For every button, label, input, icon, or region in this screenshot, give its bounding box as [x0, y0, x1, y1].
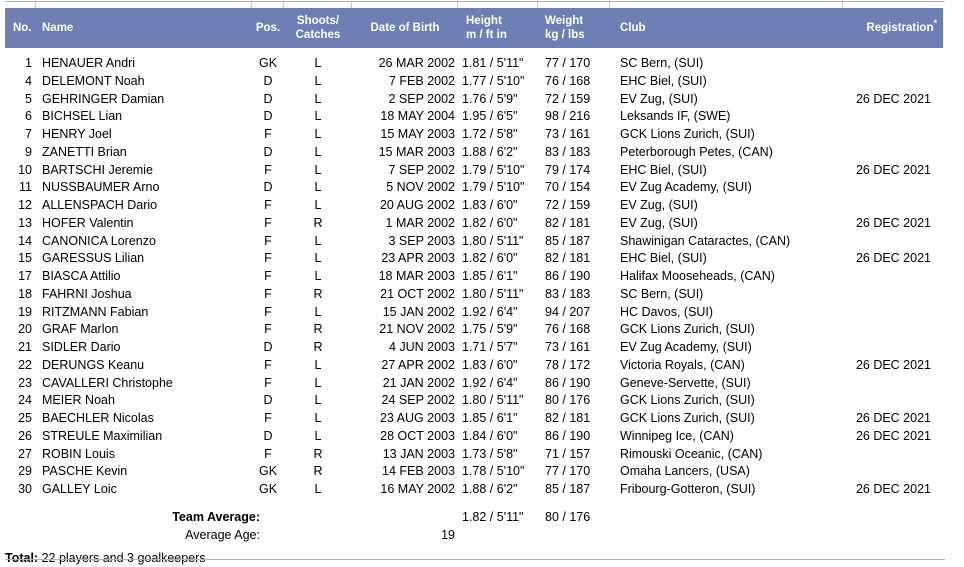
player-number: 11 — [19, 180, 32, 195]
player-position: F — [264, 269, 272, 283]
player-weight: 83 / 183 — [545, 286, 591, 301]
player-number: 19 — [18, 304, 32, 319]
player-shoots: L — [314, 411, 322, 425]
player-shoots: L — [314, 144, 322, 159]
player-height: 1.79 / 5'10" — [462, 162, 525, 177]
player-position: F — [264, 215, 272, 230]
player-registration — [843, 73, 943, 91]
table-row — [5, 250, 943, 268]
player-club: EHC Biel, (SUI) — [620, 162, 707, 177]
player-club: EV Zug, (SUI) — [620, 215, 698, 230]
table-row — [5, 73, 943, 91]
player-position: F — [264, 198, 272, 212]
player-registration — [843, 321, 943, 339]
player-height: 1.80 / 5'11" — [462, 393, 524, 408]
header-no: No. — [13, 22, 32, 34]
player-number: 1 — [25, 56, 32, 70]
player-registration — [843, 339, 943, 357]
player-position: F — [264, 446, 272, 461]
player-number: 24 — [18, 393, 32, 408]
table-row — [5, 446, 943, 464]
player-date-of-birth: 20 AUG 2002 — [379, 198, 455, 212]
player-position: F — [264, 286, 272, 301]
player-name: BAECHLER Nicolas — [42, 411, 154, 425]
player-date-of-birth: 3 SEP 2003 — [388, 233, 455, 248]
player-shoots: R — [313, 215, 323, 230]
player-weight: 80 / 176 — [545, 393, 591, 408]
player-weight: 83 / 183 — [545, 144, 591, 159]
player-number: 27 — [18, 446, 32, 461]
player-registration: 26 DEC 2021 — [855, 91, 931, 106]
player-shoots: R — [313, 322, 323, 337]
player-number: 10 — [18, 162, 32, 177]
player-date-of-birth: 24 SEP 2002 — [381, 393, 455, 408]
header-date-of-birth: Date of Birth — [370, 22, 440, 34]
player-club: Geneve-Servette, (SUI) — [620, 375, 751, 390]
player-height: 1.81 / 5'11" — [462, 56, 524, 70]
table-row — [5, 162, 943, 180]
player-height: 1.77 / 5'10" — [462, 73, 525, 88]
player-weight: 77 / 170 — [545, 56, 591, 70]
table-row — [5, 179, 943, 197]
player-weight: 82 / 181 — [545, 411, 591, 425]
player-height: 1.80 / 5'11" — [462, 233, 524, 248]
player-weight: 82 / 181 — [545, 215, 591, 230]
player-shoots: L — [314, 56, 322, 70]
player-position: F — [264, 322, 272, 337]
player-name: MEIER Noah — [42, 393, 115, 408]
player-registration: 26 DEC 2021 — [855, 482, 931, 496]
player-name: DELEMONT Noah — [42, 73, 145, 88]
player-shoots: L — [314, 393, 322, 408]
player-shoots: L — [314, 233, 322, 248]
table-row — [5, 392, 943, 410]
total-label: Total: — [5, 551, 39, 566]
bottom-rule — [5, 559, 945, 560]
player-name: ZANETTI Brian — [42, 144, 127, 159]
player-club: Leksands IF, (SWE) — [620, 109, 731, 124]
player-name: HENRY Joel — [42, 127, 112, 141]
player-club: GCK Lions Zurich, (SUI) — [620, 411, 755, 425]
header-club: Club — [620, 22, 646, 34]
player-club: HC Davos, (SUI) — [620, 304, 714, 319]
player-height: 1.72 / 5'8" — [462, 127, 518, 141]
player-height: 1.78 / 5'10" — [462, 464, 525, 479]
player-registration: 26 DEC 2021 — [855, 411, 931, 425]
player-date-of-birth: 2 SEP 2002 — [388, 91, 455, 106]
table-row — [5, 286, 943, 304]
team-average-label: Team Average: — [172, 509, 260, 524]
player-weight: 72 / 159 — [545, 91, 591, 106]
player-shoots: L — [314, 482, 322, 496]
player-position: GK — [258, 482, 278, 496]
player-shoots: L — [314, 428, 322, 443]
player-number: 12 — [18, 198, 32, 212]
player-club: GCK Lions Zurich, (SUI) — [620, 393, 755, 408]
table-row — [5, 144, 943, 162]
player-date-of-birth: 15 MAY 2003 — [380, 127, 455, 141]
player-club: SC Bern, (SUI) — [620, 286, 704, 301]
table-row — [5, 197, 943, 215]
player-date-of-birth: 23 APR 2003 — [381, 251, 455, 266]
player-height: 1.88 / 6'2" — [462, 144, 518, 159]
player-number: 30 — [18, 482, 32, 496]
player-height: 1.73 / 5'8" — [462, 446, 518, 461]
player-name: ROBIN Louis — [42, 446, 115, 461]
table-row — [5, 91, 943, 109]
player-registration — [843, 304, 943, 322]
player-date-of-birth: 16 MAY 2002 — [380, 482, 455, 496]
player-weight: 76 / 168 — [545, 322, 591, 337]
player-position: D — [263, 91, 273, 106]
player-shoots: L — [314, 269, 322, 283]
total-text: 22 players and 3 goalkeepers — [38, 551, 206, 566]
player-number: 26 — [18, 428, 32, 443]
player-club: Peterborough Petes, (CAN) — [620, 144, 773, 159]
player-registration — [843, 197, 943, 215]
table-row — [5, 321, 943, 339]
player-shoots: R — [313, 446, 323, 461]
player-club: EV Zug, (SUI) — [620, 91, 698, 106]
player-weight: 82 / 181 — [545, 251, 591, 266]
table-row — [5, 304, 943, 322]
player-registration — [843, 126, 943, 144]
player-date-of-birth: 18 MAY 2004 — [380, 109, 455, 124]
player-club: Omaha Lancers, (USA) — [620, 464, 750, 479]
player-shoots: L — [314, 357, 322, 372]
player-club: EHC Biel, (SUI) — [620, 73, 707, 88]
player-shoots: R — [313, 464, 323, 479]
average-age-row — [5, 527, 943, 545]
player-position: D — [263, 144, 273, 159]
player-shoots: L — [314, 127, 322, 141]
average-age-value: 19 — [441, 527, 455, 542]
table-row — [5, 233, 943, 251]
player-date-of-birth: 7 SEP 2002 — [388, 162, 455, 177]
player-height: 1.85 / 6'1" — [462, 411, 518, 425]
player-name: CANONICA Lorenzo — [42, 233, 156, 248]
table-row — [5, 428, 943, 446]
player-position: F — [264, 251, 272, 266]
player-date-of-birth: 27 APR 2002 — [381, 357, 455, 372]
player-number: 21 — [18, 340, 32, 354]
player-height: 1.84 / 6'0" — [462, 428, 518, 443]
player-date-of-birth: 15 MAR 2003 — [378, 144, 455, 159]
player-height: 1.79 / 5'10" — [462, 180, 525, 195]
player-name: SIDLER Dario — [42, 340, 121, 354]
player-height: 1.83 / 6'0" — [462, 357, 518, 372]
header-height: Height m / ft in — [466, 15, 507, 41]
player-date-of-birth: 1 MAR 2002 — [385, 215, 455, 230]
player-registration — [843, 179, 943, 197]
player-height: 1.76 / 5'9" — [462, 91, 518, 106]
player-weight: 85 / 187 — [545, 482, 591, 496]
player-shoots: L — [314, 91, 322, 106]
player-date-of-birth: 18 MAR 2003 — [378, 269, 455, 283]
player-club: Shawinigan Cataractes, (CAN) — [620, 233, 791, 248]
table-row — [5, 215, 943, 233]
player-height: 1.85 / 6'1" — [462, 269, 518, 283]
player-shoots: L — [314, 162, 322, 177]
player-number: 14 — [18, 233, 32, 248]
table-header — [5, 8, 943, 48]
player-date-of-birth: 4 JUN 2003 — [388, 340, 455, 354]
player-position: F — [264, 233, 272, 248]
player-weight: 72 / 159 — [545, 198, 591, 212]
player-registration — [843, 286, 943, 304]
player-registration — [843, 375, 943, 393]
player-position: F — [264, 375, 272, 390]
player-date-of-birth: 26 MAR 2002 — [378, 56, 455, 70]
table-row — [5, 481, 943, 499]
player-date-of-birth: 13 JAN 2003 — [382, 446, 455, 461]
average-age-label: Average Age: — [185, 527, 260, 542]
header-registration: Registration* — [866, 18, 937, 34]
player-height: 1.71 / 5'7" — [462, 340, 518, 354]
registration-footnote-marker: * — [933, 18, 937, 29]
team-average-height: 1.82 / 5'11" — [462, 509, 524, 524]
player-club: GCK Lions Zurich, (SUI) — [620, 127, 755, 141]
player-weight: 77 / 170 — [545, 464, 591, 479]
header-pos: Pos. — [255, 22, 281, 34]
player-registration — [843, 268, 943, 286]
player-date-of-birth: 7 FEB 2002 — [388, 73, 455, 88]
player-weight: 94 / 207 — [545, 304, 591, 319]
player-position: D — [263, 109, 273, 124]
player-registration: 26 DEC 2021 — [855, 428, 931, 443]
player-weight: 98 / 216 — [545, 109, 591, 124]
player-club: EV Zug Academy, (SUI) — [620, 340, 752, 354]
player-date-of-birth: 23 AUG 2003 — [379, 411, 455, 425]
player-number: 7 — [25, 127, 32, 141]
player-number: 23 — [18, 375, 32, 390]
player-shoots: L — [314, 180, 322, 195]
player-date-of-birth: 14 FEB 2003 — [382, 464, 455, 479]
player-club: Victoria Royals, (CAN) — [620, 357, 745, 372]
player-height: 1.80 / 5'11" — [462, 286, 524, 301]
player-position: F — [264, 411, 272, 425]
player-name: HOFER Valentin — [42, 215, 134, 230]
player-name: GRAF Marlon — [42, 322, 119, 337]
player-weight: 85 / 187 — [545, 233, 591, 248]
table-row — [5, 357, 943, 375]
player-name: GALLEY Loic — [42, 482, 117, 496]
player-position: F — [264, 162, 272, 177]
player-date-of-birth: 15 JAN 2002 — [382, 304, 455, 319]
player-club: Halifax Mooseheads, (CAN) — [620, 269, 775, 283]
player-position: F — [264, 357, 272, 372]
player-weight: 76 / 168 — [545, 73, 591, 88]
player-name: BARTSCHI Jeremie — [42, 162, 153, 177]
player-number: 29 — [18, 464, 32, 479]
player-weight: 79 / 174 — [545, 162, 591, 177]
player-weight: 73 / 161 — [545, 127, 591, 141]
player-club: EHC Biel, (SUI) — [620, 251, 707, 266]
player-name: ALLENSPACH Dario — [42, 198, 158, 212]
player-weight: 73 / 161 — [545, 340, 591, 354]
player-name: HENAUER Andri — [42, 56, 136, 70]
player-registration: 26 DEC 2021 — [855, 251, 931, 266]
player-position: GK — [258, 464, 278, 479]
player-number: 20 — [18, 322, 32, 337]
player-club: Rimouski Oceanic, (CAN) — [620, 446, 763, 461]
player-registration — [843, 144, 943, 162]
header-name: Name — [42, 22, 74, 34]
player-number: 22 — [18, 357, 32, 372]
table-row — [5, 55, 943, 73]
player-shoots: R — [313, 286, 323, 301]
player-name: RITZMANN Fabian — [42, 304, 149, 319]
team-average-weight: 80 / 176 — [545, 509, 591, 524]
player-club: Fribourg-Gotteron, (SUI) — [620, 482, 756, 496]
table-body — [5, 48, 964, 499]
player-name: NUSSBAUMER Arno — [42, 180, 160, 195]
player-position: D — [263, 393, 273, 408]
player-registration — [843, 55, 943, 73]
header-shoots-catches: Shoots/ Catches — [295, 15, 341, 41]
table-row — [5, 108, 943, 126]
player-club: GCK Lions Zurich, (SUI) — [620, 322, 755, 337]
player-club: EV Zug Academy, (SUI) — [620, 180, 752, 195]
player-registration — [843, 233, 943, 251]
player-name: DERUNGS Keanu — [42, 357, 145, 372]
player-registration: 26 DEC 2021 — [855, 215, 931, 230]
player-height: 1.82 / 6'0" — [462, 215, 518, 230]
player-position: D — [263, 180, 273, 195]
player-name: GEHRINGER Damian — [42, 91, 165, 106]
player-registration: 26 DEC 2021 — [855, 162, 931, 177]
player-height: 1.82 / 6'0" — [462, 251, 518, 266]
player-registration — [843, 463, 943, 481]
player-date-of-birth: 21 OCT 2002 — [380, 286, 455, 301]
summary-section — [5, 509, 964, 545]
player-weight: 71 / 157 — [545, 446, 591, 461]
player-number: 25 — [18, 411, 32, 425]
player-date-of-birth: 5 NOV 2002 — [386, 180, 455, 195]
player-registration: 26 DEC 2021 — [855, 357, 931, 372]
player-shoots: L — [314, 109, 322, 124]
player-shoots: R — [313, 340, 323, 354]
table-row — [5, 268, 943, 286]
player-position: D — [263, 73, 273, 88]
table-row — [5, 339, 943, 357]
player-number: 15 — [18, 251, 32, 266]
player-registration — [843, 392, 943, 410]
player-name: FAHRNI Joshua — [42, 286, 132, 301]
table-row — [5, 126, 943, 144]
player-number: 9 — [25, 144, 32, 159]
player-position: F — [264, 304, 272, 319]
player-date-of-birth: 28 OCT 2003 — [380, 428, 455, 443]
player-club: SC Bern, (SUI) — [620, 56, 704, 70]
player-position: D — [263, 340, 273, 354]
player-weight: 86 / 190 — [545, 269, 591, 283]
player-name: PASCHE Kevin — [42, 464, 128, 479]
team-average-row — [5, 509, 943, 527]
player-registration — [843, 108, 943, 126]
player-height: 1.95 / 6'5" — [462, 109, 518, 124]
player-shoots: L — [314, 304, 322, 319]
player-date-of-birth: 21 JAN 2002 — [382, 375, 455, 390]
player-name: BIASCA Attilio — [42, 269, 121, 283]
player-weight: 70 / 154 — [545, 180, 591, 195]
player-number: 18 — [18, 286, 32, 301]
player-height: 1.83 / 6'0" — [462, 198, 518, 212]
player-club: Winnipeg Ice, (CAN) — [620, 428, 734, 443]
player-weight: 86 / 190 — [545, 428, 591, 443]
player-weight: 86 / 190 — [545, 375, 591, 390]
player-position: GK — [258, 56, 278, 70]
player-name: STREULE Maximilian — [42, 428, 163, 443]
player-position: D — [263, 428, 273, 443]
player-number: 5 — [25, 91, 32, 106]
player-date-of-birth: 21 NOV 2002 — [379, 322, 455, 337]
player-position: F — [264, 127, 272, 141]
player-shoots: L — [314, 375, 322, 390]
player-shoots: L — [314, 198, 322, 212]
table-row — [5, 410, 943, 428]
header-weight: Weight kg / lbs — [545, 15, 585, 41]
player-club: EV Zug, (SUI) — [620, 198, 698, 212]
player-number: 6 — [25, 109, 32, 124]
table-row — [5, 463, 943, 481]
player-name: BICHSEL Lian — [42, 109, 123, 124]
player-height: 1.88 / 6'2" — [462, 482, 518, 496]
table-row — [5, 375, 943, 393]
player-height: 1.92 / 6'4" — [462, 375, 518, 390]
player-number: 13 — [18, 215, 32, 230]
player-name: GARESSUS Lilian — [42, 251, 145, 266]
player-number: 4 — [25, 73, 32, 88]
player-height: 1.92 / 6'4" — [462, 304, 518, 319]
player-height: 1.75 / 5'9" — [462, 322, 518, 337]
player-weight: 78 / 172 — [545, 357, 591, 372]
player-shoots: L — [314, 251, 322, 266]
player-number: 17 — [18, 269, 32, 283]
player-shoots: L — [314, 73, 322, 88]
player-registration — [843, 446, 943, 464]
player-name: CAVALLERI Christophe — [42, 375, 173, 390]
